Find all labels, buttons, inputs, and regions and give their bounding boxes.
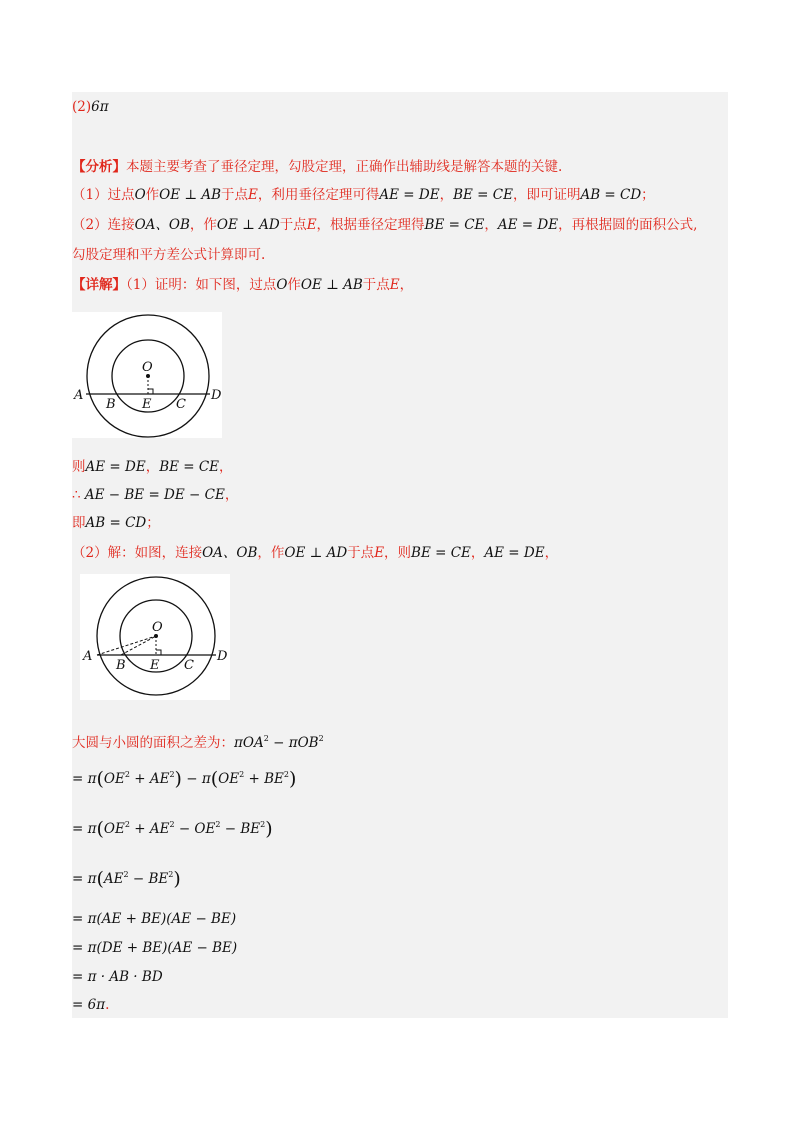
figure-1-diagram [72, 312, 222, 438]
right-angle-mark [148, 389, 153, 394]
label-e: E [142, 397, 152, 412]
label-d: D [211, 388, 222, 403]
part2-answer: (2)6π [72, 99, 109, 115]
analysis-step1: （1）过点O作OE ⊥ AB于点E，利用垂径定理可得AE = DE，BE = CE，即可证明AB = CD； [72, 187, 655, 203]
figure-2 [80, 574, 230, 700]
step-4: = π(AE + BE)(AE − BE) [72, 911, 237, 927]
label-c: C [176, 397, 186, 412]
analysis-intro: 【分析】本题主要考查了垂径定理，勾股定理，正确作出辅助线是解答本题的关键. [72, 159, 563, 175]
label-a: A [83, 649, 93, 664]
label-d: D [217, 649, 228, 664]
analysis-step2: （2）连接OA、OB，作OE ⊥ AD于点E，根据垂径定理得BE = CE，AE = DE，再根据圆的面积公式, [72, 217, 698, 233]
step-2: = $\pi(OE^2 + AE^2 - OE^2 - BE^2)$ [72, 818, 273, 840]
area-intro: 大圆与小圆的面积之差为：πOA$^2$ − πOB$^2$ [72, 734, 324, 751]
step-3: = $\pi(AE^2 - BE^2)$ [72, 868, 181, 890]
label-o: O [152, 620, 163, 635]
analysis-step2-cont: 勾股定理和平方差公式计算即可. [72, 247, 266, 263]
label-e: E [150, 658, 160, 673]
label-a: A [74, 388, 84, 403]
detail-step1: 【详解】（1）证明：如下图，过点O作OE ⊥ AB于点E， [72, 277, 414, 293]
step-5: = π(DE + BE)(AE − BE) [72, 940, 238, 956]
detail-therefore: ∴ AE − BE = DE − CE， [72, 487, 239, 503]
label-c: C [184, 658, 194, 673]
step-6: = π · AB · BD [72, 969, 163, 985]
figure-1 [72, 312, 222, 438]
label-b: B [106, 397, 116, 412]
label-b: B [116, 658, 126, 673]
step-7-result: = 6π. [72, 997, 110, 1013]
detail-then: 则AE = DE，BE = CE， [72, 459, 233, 475]
figure-2-diagram [80, 574, 230, 700]
right-angle-mark [156, 650, 161, 655]
label-o: O [142, 360, 153, 375]
step-1: = $\pi(OE^2 + AE^2) - \pi(OE^2 + BE^2)$ [72, 768, 297, 790]
detail-namely: 即AB = CD； [72, 515, 160, 531]
detail-step2: （2）解：如图，连接OA、OB，作OE ⊥ AD于点E，则BE = CE，AE = DE， [72, 545, 559, 561]
